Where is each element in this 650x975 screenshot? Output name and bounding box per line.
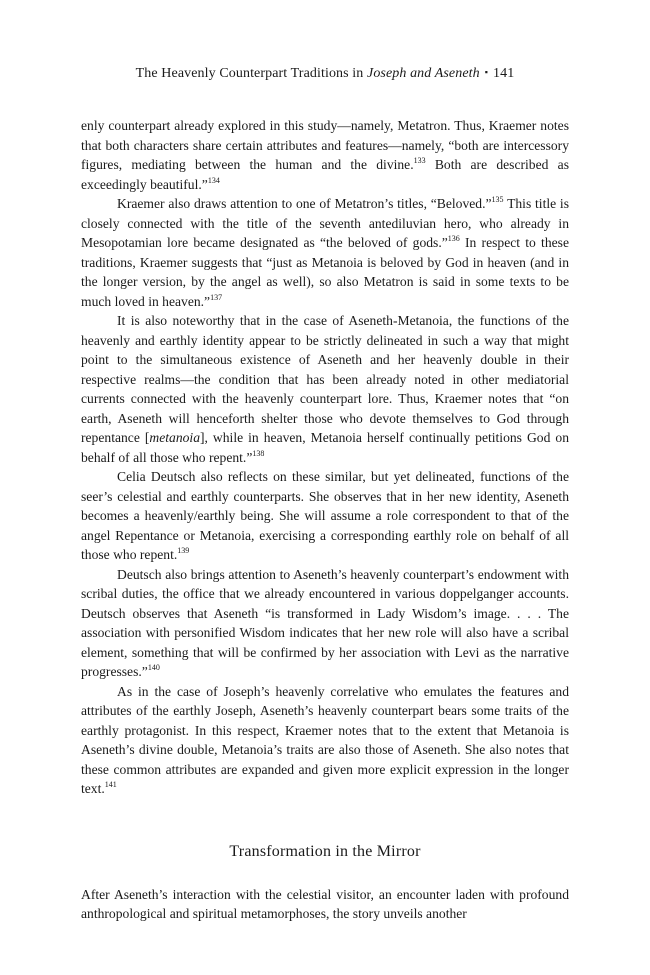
running-head	[0, 66, 650, 82]
footnote-reference: 133	[413, 156, 426, 165]
paragraph	[81, 565, 569, 682]
footnote-reference: 140	[147, 663, 160, 672]
italic-term: metanoia	[149, 430, 200, 445]
footnote-reference: 138	[252, 448, 265, 458]
text-run: This title is closely connected with the title of the seventh antediluvian hero, who already in Mesopotamian lore became designated as “the beloved of gods.”	[81, 196, 570, 250]
running-head-prefix: The Heavenly Counterpart Traditions in	[135, 66, 367, 81]
footnote-reference: 141	[104, 780, 117, 789]
text-run: Both are described as exceedingly beautiful.”	[81, 157, 569, 192]
footnote-reference: 134	[207, 175, 220, 185]
text-run: Celia Deutsch also reflects on these similar, but yet delineated, functions of the seer’s celestial and earthly counterparts. She observes that in her new identity, Aseneth becomes a heavenly/earthly being. She will assume a role correspondent to that of the angel Repentance or Metanoia, exercising a corresponding earthly role on behalf of all those who repent.	[81, 469, 569, 562]
text-run: Deutsch also brings attention to Aseneth’s heavenly counterpart’s endowment with scribal duties, the office that we already encountered in various doppelganger accounts. Deutsch observes that Aseneth “is transformed in Lady Wisdom’s image. . . . The association with personified Wisdom indicates that her new role will also have a scribal element, something that will be confirmed by her association with Levi as the narrative progresses.”	[81, 566, 569, 679]
body-text	[81, 116, 569, 924]
page-number: 141	[493, 66, 515, 81]
text-run: It is also noteworthy that in the case of Aseneth-Metanoia, the functions of the heavenly and earthly identity appear to be strictly delineated in such a way that might point to the simultaneous existence of Aseneth and her heavenly double in their respective realms—the condition that has been already noted in other mediatorial currents connected with the heavenly counterpart lore. Thus, Kraemer notes that “on earth, Aseneth will henceforth shelter those who devote themselves to God through repentance [	[81, 313, 569, 445]
footnote-reference: 136	[447, 234, 460, 243]
paragraph	[81, 467, 569, 565]
text-run: In respect to these traditions, Kraemer suggests that “just as Metanoia is beloved by God in heaven (and in the longer version, by the angel as well), so also Metatron is said in some texts to be much loved in heaven.”	[81, 235, 569, 309]
footnote-reference: 135	[491, 195, 504, 204]
text-run: ], while in heaven, Metanoia herself continually petitions God on behalf of all those who repent.”	[81, 430, 569, 465]
section-heading: Transformation in the Mirror	[229, 842, 421, 860]
paragraph	[81, 311, 569, 467]
paragraph	[81, 116, 569, 194]
paragraph	[81, 194, 569, 311]
paragraph	[81, 885, 569, 924]
running-head-book-title: Joseph and Aseneth	[367, 66, 480, 81]
paragraph	[81, 682, 569, 799]
paragraph-group	[81, 116, 569, 799]
closing-paragraph-group	[81, 885, 569, 924]
text-run: As in the case of Joseph’s heavenly correlative who emulates the features and attributes of the earthly Joseph, Aseneth’s heavenly counterpart bears some traits of the earthly protagonist. In this respect, Kraemer notes that to the extent that Metanoia is Aseneth’s divine double, Metanoia’s traits are also those of Aseneth. She also notes that these common attributes are expanded and given more explicit expression in the longer text.	[81, 683, 569, 796]
text-run: After Aseneth’s interaction with the celestial visitor, an encounter laden with profound anthropological and spiritual metamorphoses, the story unveils another	[81, 886, 569, 921]
running-head-bullet: ▪	[484, 67, 489, 77]
footnote-reference: 139	[177, 546, 190, 555]
text-run: enly counterpart already explored in this study—namely, Metatron. Thus, Kraemer notes that both characters share certain attributes and features—namely, “both are intercessory figures, mediating between the human and the divine.	[81, 118, 569, 172]
text-run: Kraemer also draws attention to one of Metatron’s titles, “Beloved.”	[117, 196, 492, 211]
footnote-reference: 137	[210, 292, 223, 302]
